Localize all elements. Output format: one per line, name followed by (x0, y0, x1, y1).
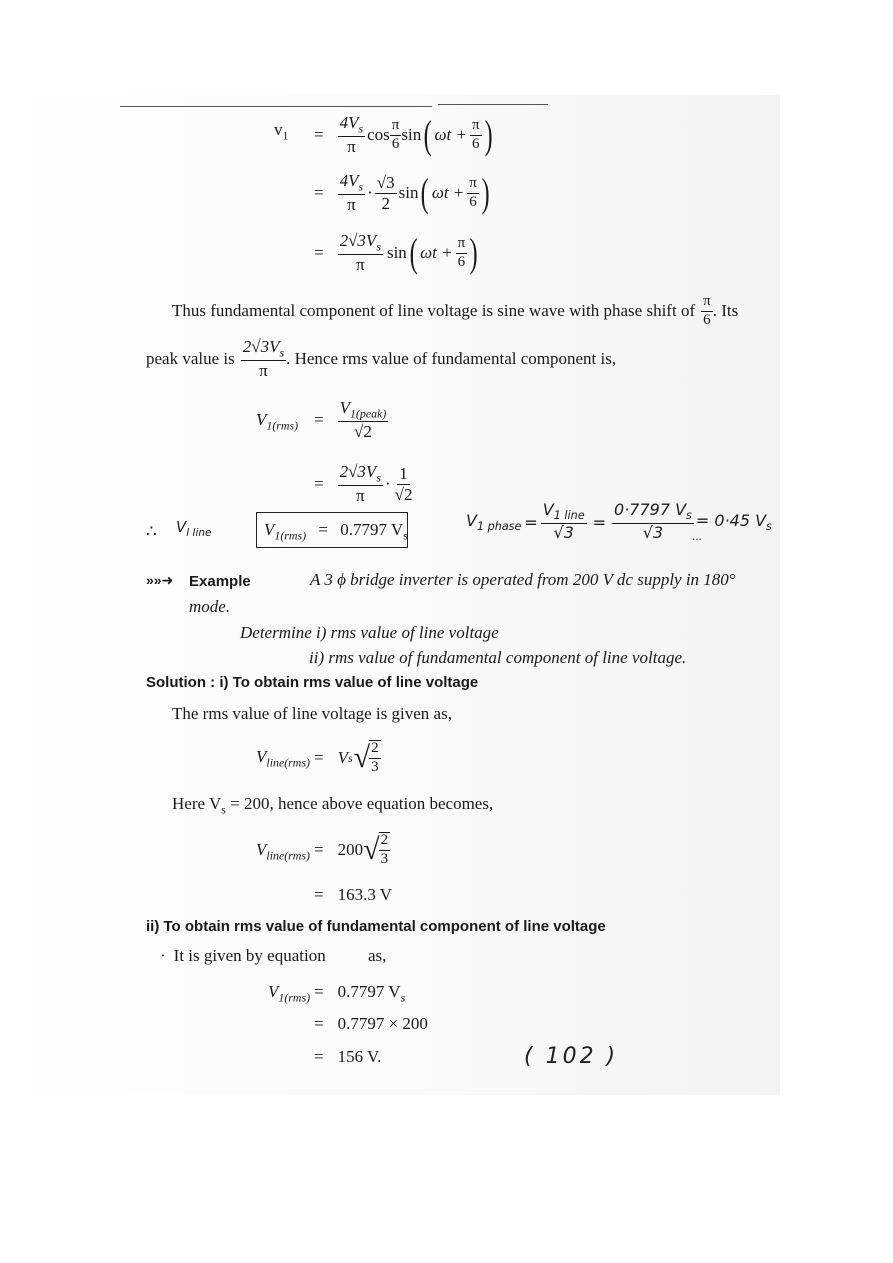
vline-rms-result: = 163.3 V (314, 885, 393, 904)
example-determine-2: ii) rms value of fundamental component of line voltage. (309, 648, 687, 667)
example-statement: A 3 ϕ bridge inverter is operated from 200 V dc supply in 180° (310, 570, 736, 589)
vline-rms-lhs: $V_{line(rms)}$ (256, 747, 310, 770)
top-rule-left (120, 106, 432, 107)
therefore-symbol: ∴ (146, 522, 157, 541)
derivation-line-3: = $\frac{2√3V_s}{\pi}$ sin ( ωt + $\frac{\pi}{6}$ ) (314, 230, 478, 275)
vline-rms-substituted: = 200 √ $\frac{2}{3}$ (314, 832, 389, 867)
part2-text: · It is given by equation as, (160, 946, 387, 965)
top-rule-right (438, 104, 548, 105)
rms-equation-1: = $\frac{V_{1(peak)}}{√2}$ (314, 398, 387, 442)
v1rms-equation: = 0.7797 $V_s$ (314, 982, 406, 1005)
derivation-line-1: = $\frac{4V_s}{\pi}$ cos $\frac{\pi}{6}$ sin ( ωt + $\frac{\pi}{6}$ ) (314, 112, 493, 157)
handwritten-page-number: ( 102 ) (524, 1044, 619, 1069)
solution-heading: Solution : i) To obtain rms value of line voltage (146, 674, 479, 691)
example-statement-cont: mode. (189, 597, 231, 616)
rms-lhs: $V_{1(rms)}$ (256, 410, 299, 433)
v1rms-result: = 156 V. (314, 1047, 382, 1066)
derivation-line-2: = $\frac{4V_s}{\pi}$ · $\frac{√3}{2}$ sin ( ωt + $\frac{\pi}{6}$ ) (314, 170, 490, 215)
example-marker-icon: »»➜ (146, 572, 174, 588)
solution-text-1: The rms value of line voltage is given as, (172, 704, 452, 723)
vline-rms-lhs-2: $V_{line(rms)}$ (256, 840, 310, 863)
rms-equation-2: = $\frac{2√3V_s}{\pi}$ · $\frac{1}{√2}$ (314, 462, 413, 506)
paragraph-peak-value: peak value is $\frac{2√3V_s}{\pi}$ . Hence rms value of fundamental component is, (146, 337, 617, 380)
v1-label: $v_1$ (274, 120, 289, 143)
vline-rms-equation: = V s √ $\frac{2}{3}$ (314, 740, 379, 775)
solution-text-2: Here $V_s = 200$, hence above equation becomes, (172, 794, 494, 817)
example-determine-1: Determine i) rms value of line voltage (240, 623, 499, 642)
part2-heading: ii) To obtain rms value of fundamental component of line voltage (146, 918, 606, 935)
v1rms-lhs: $V_{1(rms)}$ (268, 982, 311, 1005)
example-label: Example (189, 573, 251, 590)
handwritten-v-line-label: $V_{l line}$ (176, 518, 212, 539)
paragraph-phase-shift: Thus fundamental component of line voltage is sine wave with phase shift of $\frac{\pi}{6}$ . Its (172, 293, 739, 328)
v1rms-substituted: = 0.7797 × 200 (314, 1014, 428, 1033)
boxed-result: $V_{1(rms)} = 0.7797$ $V_s$ (264, 520, 408, 543)
ellipsis: ... (692, 528, 702, 543)
handwritten-phase-equation: $V_{1 phase}$ = $\frac{V_{1 line}}{√3}$ = $\frac{0\cdot 7797 V_s}{√3}$ = 0·45 $V_s$ (466, 500, 772, 543)
